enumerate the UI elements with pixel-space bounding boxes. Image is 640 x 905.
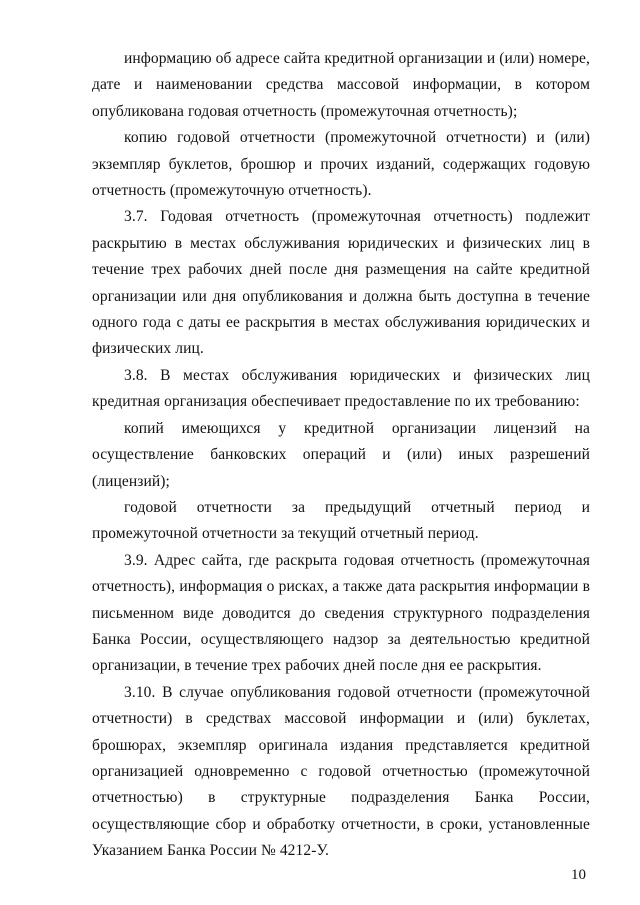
paragraph-section-3-8: 3.8. В местах обслуживания юридических и физических лиц кредитная организация обеспечивает предоставление по их требованию:: [92, 366, 590, 411]
page-number: 10: [571, 867, 586, 883]
paragraph-licenses: копий имеющихся у кредитной организации лицензий на осуществление банковских операций и (или) иных разрешений (лицензий);: [92, 419, 590, 490]
paragraph-address-information: информацию об адресе сайта кредитной организации и (или) номере, дате и наименовании средства массовой информации, в котором опубликована годовая отчетность (промежуточная отчетность);: [92, 50, 590, 120]
paragraph-annual-reporting: годовой отчетности за предыдущий отчетный период и промежуточной отчетности за текущий отчетный период.: [92, 498, 590, 543]
paragraph-section-3-9: 3.9. Адрес сайта, где раскрыта годовая отчетность (промежуточная отчетность), информация о рисках, а также дата раскрытия информации в письменном виде доводится до сведения структурного подразделения Банка России, осуществляющего надзор за деятельностью кредитной организации, в течение трех рабочих дней после дня ее раскрытия.: [92, 551, 590, 675]
paragraph-report-copy: копию годовой отчетности (промежуточной отчетности) и (или) экземпляр буклетов, брошюр и прочих изданий, содержащих годовую отчетность (промежуточную отчетность).: [92, 129, 590, 200]
document-body: [92, 46, 590, 865]
paragraph-section-3-10: 3.10. В случае опубликования годовой отчетности (промежуточной отчетности) в средствах массовой информации и (или) буклетах, брошюрах, экземпляр оригинала издания представляется кредитной организацией одновременно с годовой отчетностью (промежуточной отчетностью) в структурные подразделения Банка России, осуществляющие сбор и обработку отчетности, в сроки, установленные Указанием Банка России № 4212-У.: [92, 683, 590, 860]
paragraph-section-3-7: 3.7. Годовая отчетность (промежуточная отчетность) подлежит раскрытию в местах обслуживания юридических и физических лиц в течение трех рабочих дней после дня размещения на сайте кредитной организации или дня опубликования и должна быть доступна в течение одного года с даты ее раскрытия в местах обслуживания юридических и физических лиц.: [92, 208, 590, 358]
